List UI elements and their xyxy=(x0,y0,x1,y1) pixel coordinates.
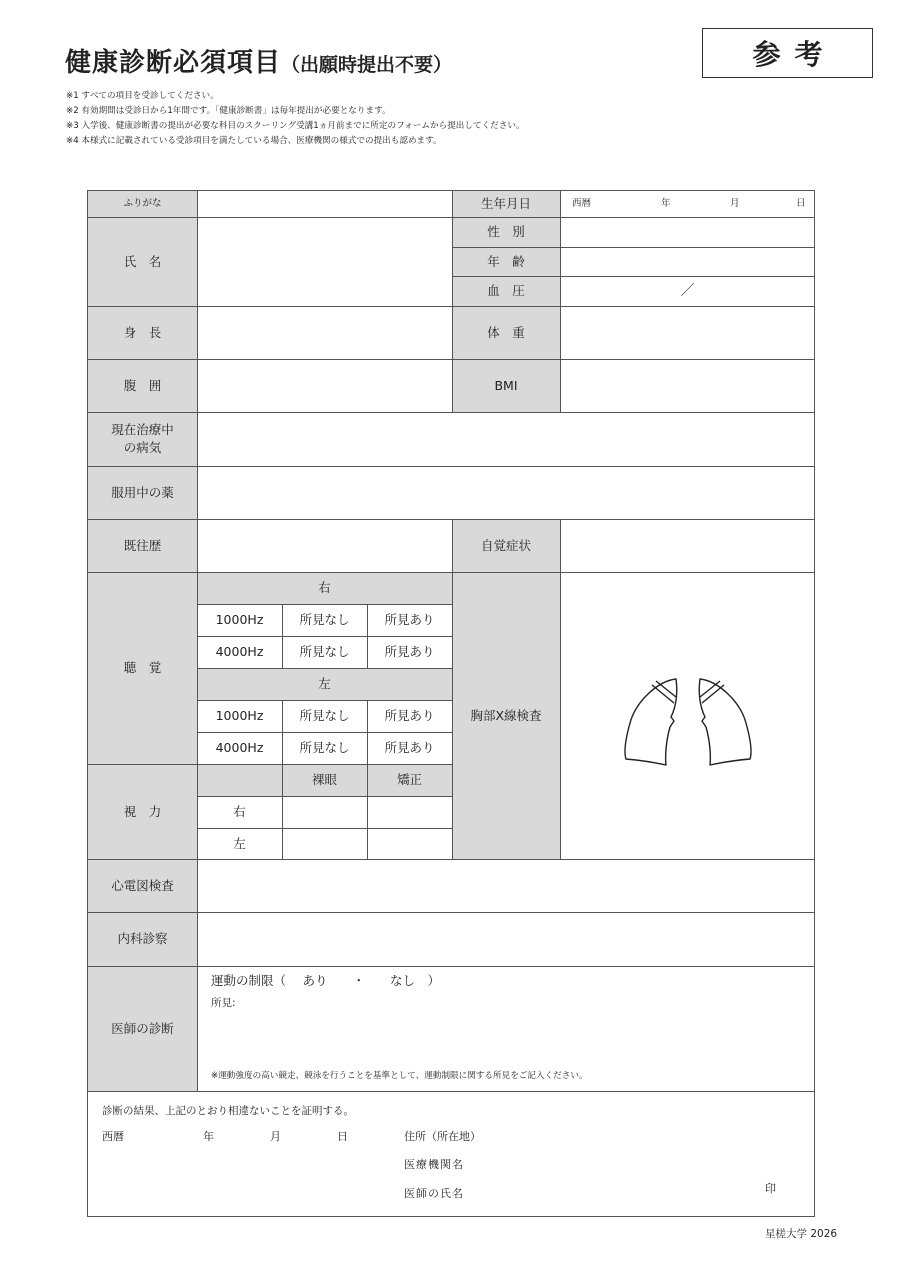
height-field[interactable] xyxy=(197,306,452,359)
vision-left-naked[interactable] xyxy=(282,828,367,859)
vision-corrected-header: 矯正 xyxy=(367,764,452,796)
sex-label: 性 別 xyxy=(452,217,560,247)
hearing-right-4000: 4000Hz xyxy=(215,644,264,659)
cert-institution: 医療機関名 xyxy=(404,1158,464,1171)
hearing-left-1000-no-finding[interactable]: 所見なし xyxy=(299,708,350,723)
cert-month: 月 xyxy=(270,1130,281,1143)
lungs-icon xyxy=(618,661,758,771)
past-history-label: 既往歴 xyxy=(88,519,197,572)
bmi-field[interactable] xyxy=(560,359,815,412)
hearing-left-4000: 4000Hz xyxy=(215,740,264,755)
hearing-right-1000: 1000Hz xyxy=(215,612,264,627)
seal-mark: 印 xyxy=(765,1182,776,1195)
cert-address: 住所（所在地） xyxy=(404,1130,481,1143)
birthdate-field[interactable] xyxy=(560,191,815,217)
cert-day: 日 xyxy=(337,1130,348,1143)
blood-pressure-field[interactable]: ／ xyxy=(680,283,695,299)
internal-exam-field[interactable] xyxy=(197,912,815,966)
medication-label: 服用中の薬 xyxy=(88,466,197,519)
doctor-diagnosis-label: 医師の診断 xyxy=(88,966,197,1091)
current-treatment-field[interactable] xyxy=(197,412,815,466)
vision-right-corrected[interactable] xyxy=(367,796,452,828)
page-title: 健康診断必須項目（出願時提出不要） xyxy=(65,48,453,78)
birth-era: 西暦 xyxy=(572,198,592,209)
title-note: （出願時提出不要） xyxy=(281,54,453,76)
waist-label: 腹 囲 xyxy=(88,359,197,412)
internal-exam-label: 内科診察 xyxy=(88,912,197,966)
vision-right-label: 右 xyxy=(233,804,246,819)
birth-month: 月 xyxy=(730,198,740,209)
weight-label: 体 重 xyxy=(452,306,560,359)
symptoms-label: 自覚症状 xyxy=(452,519,560,572)
bmi-label: BMI xyxy=(452,359,560,412)
age-field[interactable] xyxy=(560,247,815,276)
hearing-label: 聴 覚 xyxy=(88,572,197,764)
hearing-right-4000-finding[interactable]: 所見あり xyxy=(384,644,435,659)
weight-field[interactable] xyxy=(560,306,815,359)
current-treatment-label: 現在治療中の病気 xyxy=(88,412,197,466)
footer-credit: 星槎大学 2026 xyxy=(765,1228,838,1240)
furigana-field[interactable] xyxy=(197,191,452,217)
hearing-left-4000-no-finding[interactable]: 所見なし xyxy=(299,740,350,755)
furigana-label: ふりがな xyxy=(88,191,197,217)
vision-left-corrected[interactable] xyxy=(367,828,452,859)
health-check-form xyxy=(87,190,815,1217)
blood-pressure-label: 血 圧 xyxy=(452,276,560,306)
hearing-right-1000-no-finding[interactable]: 所見なし xyxy=(299,612,350,627)
hearing-left-header: 左 xyxy=(197,668,452,700)
ecg-field[interactable] xyxy=(197,859,815,912)
vision-label: 視 力 xyxy=(88,764,197,859)
name-label: 氏 名 xyxy=(88,217,197,306)
age-label: 年 齢 xyxy=(452,247,560,276)
sex-field[interactable] xyxy=(560,217,815,247)
findings-label: 所見: xyxy=(211,997,236,1009)
vision-left-label: 左 xyxy=(233,835,246,851)
hearing-right-4000-no-finding[interactable]: 所見なし xyxy=(299,644,350,659)
height-label: 身 長 xyxy=(88,306,197,359)
hearing-right-header: 右 xyxy=(197,572,452,604)
vision-corner xyxy=(197,764,282,796)
note-4: ※4 本様式に記載されている受診項目を満たしている場合、医療機関の様式での提出も認めます。 xyxy=(66,136,442,146)
cert-doctor-name: 医師の氏名 xyxy=(404,1187,464,1200)
note-1: ※1 すべての項目を受診してください。 xyxy=(66,91,219,101)
vision-naked-header: 裸眼 xyxy=(282,764,367,796)
exercise-limit[interactable]: 運動の制限（ あり ・ なし ） xyxy=(211,973,440,988)
ecg-label: 心電図検査 xyxy=(88,859,197,912)
note-3: ※3 入学後、健康診断書の提出が必要な科目のスクーリング受講1ヵ月前までに所定のフォームから提出してください。 xyxy=(66,121,525,131)
medication-field[interactable] xyxy=(197,466,815,519)
cert-year: 年 xyxy=(203,1130,214,1143)
hearing-left-1000-finding[interactable]: 所見あり xyxy=(384,708,435,723)
waist-field[interactable] xyxy=(197,359,452,412)
diagnosis-note: ※運動強度の高い競走、競泳を行うことを基準として、運動制限に関する所見をご記入ください。 xyxy=(211,1071,588,1081)
reference-label: 参考 xyxy=(702,28,873,78)
cert-era: 西暦 xyxy=(102,1130,124,1143)
hearing-left-1000: 1000Hz xyxy=(215,708,264,723)
hearing-right-1000-finding[interactable]: 所見あり xyxy=(384,612,435,627)
birthdate-label: 生年月日 xyxy=(452,191,560,217)
vision-right-naked[interactable] xyxy=(282,796,367,828)
birth-year: 年 xyxy=(661,198,671,209)
hearing-left-4000-finding[interactable]: 所見あり xyxy=(384,740,435,755)
certification-statement: 診断の結果、上記のとおり相違ないことを証明する。 xyxy=(102,1105,354,1117)
symptoms-field[interactable] xyxy=(560,519,815,572)
past-history-field[interactable] xyxy=(197,519,452,572)
chest-xray-field[interactable] xyxy=(560,572,815,859)
note-2: ※2 有効期間は受診日から1年間です。「健康診断書」は毎年提出が必要となります。 xyxy=(66,106,391,116)
notes xyxy=(66,89,525,149)
chest-xray-label: 胸部X線検査 xyxy=(452,572,560,859)
birth-day: 日 xyxy=(796,198,806,209)
name-field[interactable] xyxy=(197,217,452,306)
doctor-diagnosis-field[interactable] xyxy=(197,966,815,1091)
